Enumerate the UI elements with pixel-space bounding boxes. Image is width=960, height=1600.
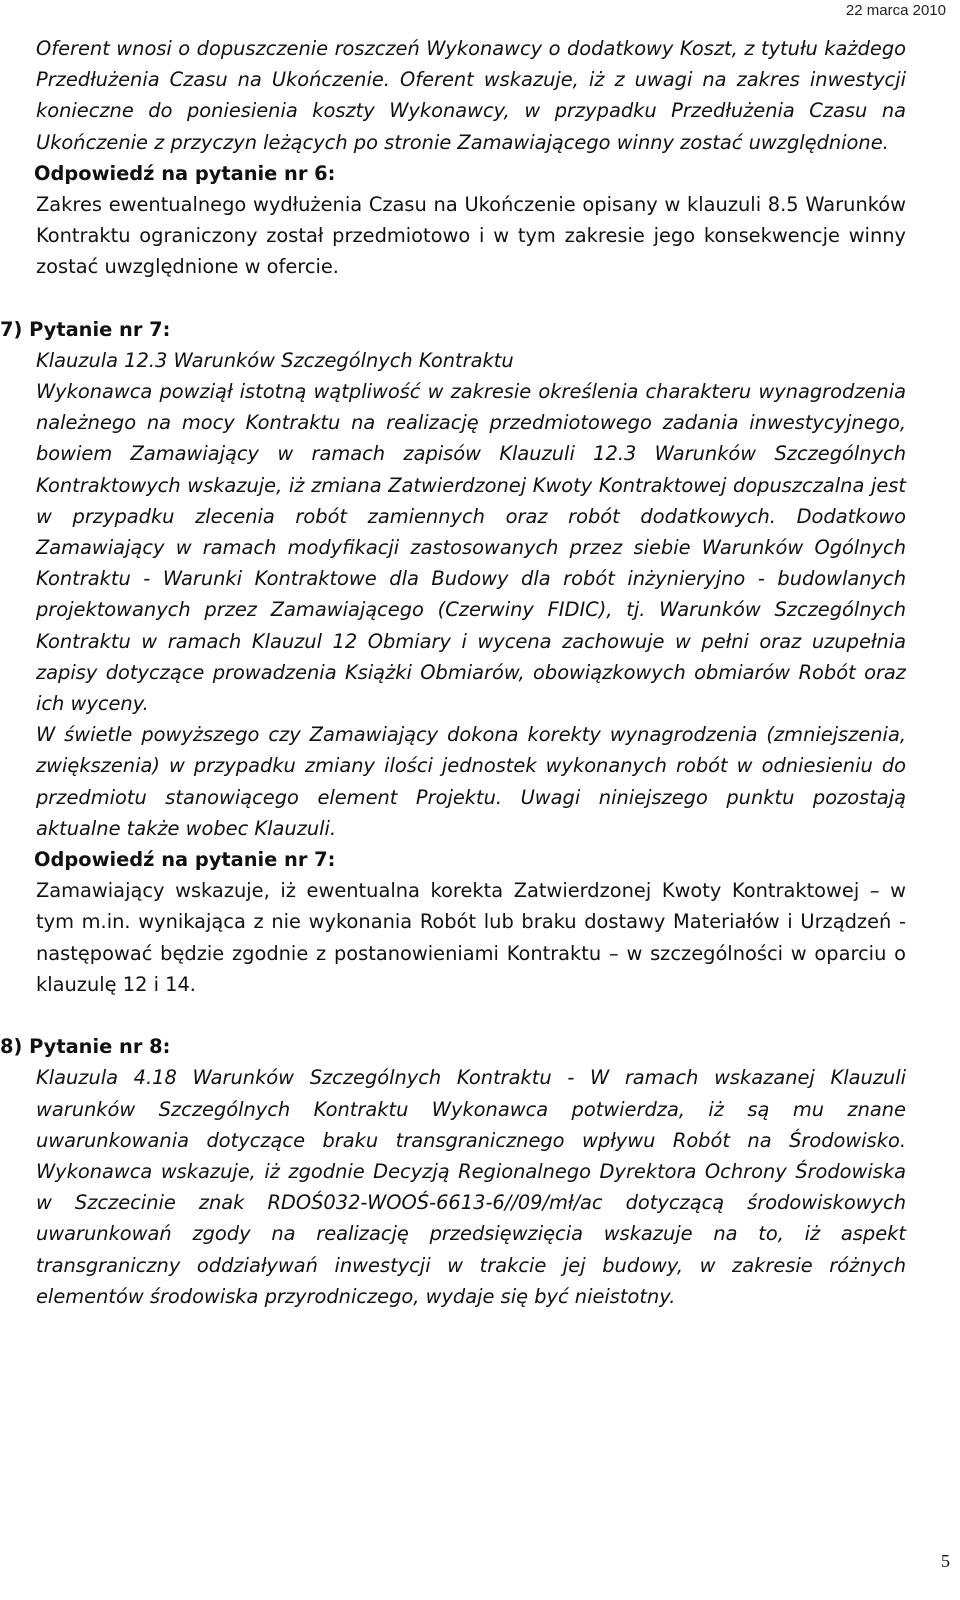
header-date: 22 marca 2010 xyxy=(845,2,946,19)
question-6-text: Oferent wnosi o dopuszczenie roszczeń Wykonawcy o dodatkowy Koszt, z tytułu każdego Przedłużenia Czasu na Ukończenie. Oferent wskazuje, iż z uwagi na zakres inwestycji konieczne do poniesienia koszty Wykonawcy, w przypadku Przedłużenia Czasu na Ukończenie z przyczyn leżących po stronie Zamawiającego winny zostać uwzględnione. xyxy=(36,37,906,154)
question-8-title: 8) Pytanie nr 8: xyxy=(0,1035,171,1059)
answer-6-text: Zakres ewentualnego wydłużenia Czasu na Ukończenie opisany w klauzuli 8.5 Warunków Kontraktu ograniczony został przedmiotowo i w tym zakresie jego konsekwencje winny zostać uwzględnione w ofercie. xyxy=(36,193,906,279)
spacer xyxy=(0,283,960,314)
question-7-text-2: W świetle powyższego czy Zamawiający dokona korekty wynagrodzenia (zmniejszenia, zwiększenia) w przypadku zmiany ilości jednostek wykonanych robót w odniesieniu do przedmiotu stanowiącego element Projektu. Uwagi niniejszego punktu pozostają aktualne także wobec Klauzuli. xyxy=(36,723,906,840)
question-7-text: Wykonawca powziął istotną wątpliwość w zakresie określenia charakteru wynagrodzenia należnego na mocy Kontraktu na realizację przedmiotowego zadania inwestycyjnego, bowiem Zamawiający w ramach zapisów Klauzuli 12.3 Warunków Szczególnych Kontraktowych wskazuje, iż zmiana Zatwierdzonej Kwoty Kontraktowej dopuszczalna jest w przypadku zlecenia robót zamiennych oraz robót dodatkowych. Dodatkowo Zamawiający w ramach modyfikacji zastosowanych przez siebie Warunków Ogólnych Kontraktu - Warunki Kontraktowe dla Budowy dla robót inżynieryjno - budowlanych projektowanych przez Zamawiającego (Czerwiny FIDIC), tj. Warunków Szczególnych Kontraktu w ramach Klauzul 12 Obmiary i wycena zachowuje w pełni oraz uzupełnia zapisy dotyczące prowadzenia Książki Obmiarów, obowiązkowych obmiarów Robót oraz ich wyceny. xyxy=(36,380,906,716)
question-7-title: 7) Pytanie nr 7: xyxy=(0,317,171,341)
answer-6-heading: Odpowiedź na pytanie nr 6: xyxy=(34,161,336,185)
question-8-text: Klauzula 4.18 Warunków Szczególnych Kontraktu - W ramach wskazanej Klauzuli warunków Szczególnych Kontraktu Wykonawca potwierdza, iż są mu znane uwarunkowania dotyczące braku transgranicznego wpływu Robót na Środowisko. Wykonawca wskazuje, iż zgodnie Decyzją Regionalnego Dyrektora Ochrony Środowiska w Szczecinie znak RDOŚ032-WOOŚ-6613-6//09/mł/ac dotyczącą środowiskowych uwarunkowań zgody na realizację przedsięwzięcia wskazuje na to, iż aspekt transgraniczny oddziaływań inwestycji w trakcie jej budowy, w zakresie różnych elementów środowiska przyrodniczego, wydaje się być nieistotny. xyxy=(36,1066,906,1308)
answer-7-text: Zamawiający wskazuje, iż ewentualna korekta Zatwierdzonej Kwoty Kontraktowej – w tym m.in. wynikająca z nie wykonania Robót lub braku dostawy Materiałów i Urządzeń - następować będzie zgodnie z postanowieniami Kontraktu – w szczególności w oparciu o klauzulę 12 i 14. xyxy=(36,879,906,996)
spacer xyxy=(0,1000,960,1031)
answer-7-heading: Odpowiedź na pytanie nr 7: xyxy=(34,848,336,872)
question-7-clause: Klauzula 12.3 Warunków Szczególnych Kontraktu xyxy=(36,348,514,372)
document-body xyxy=(0,33,960,1312)
page-number: 5 xyxy=(941,1551,950,1571)
